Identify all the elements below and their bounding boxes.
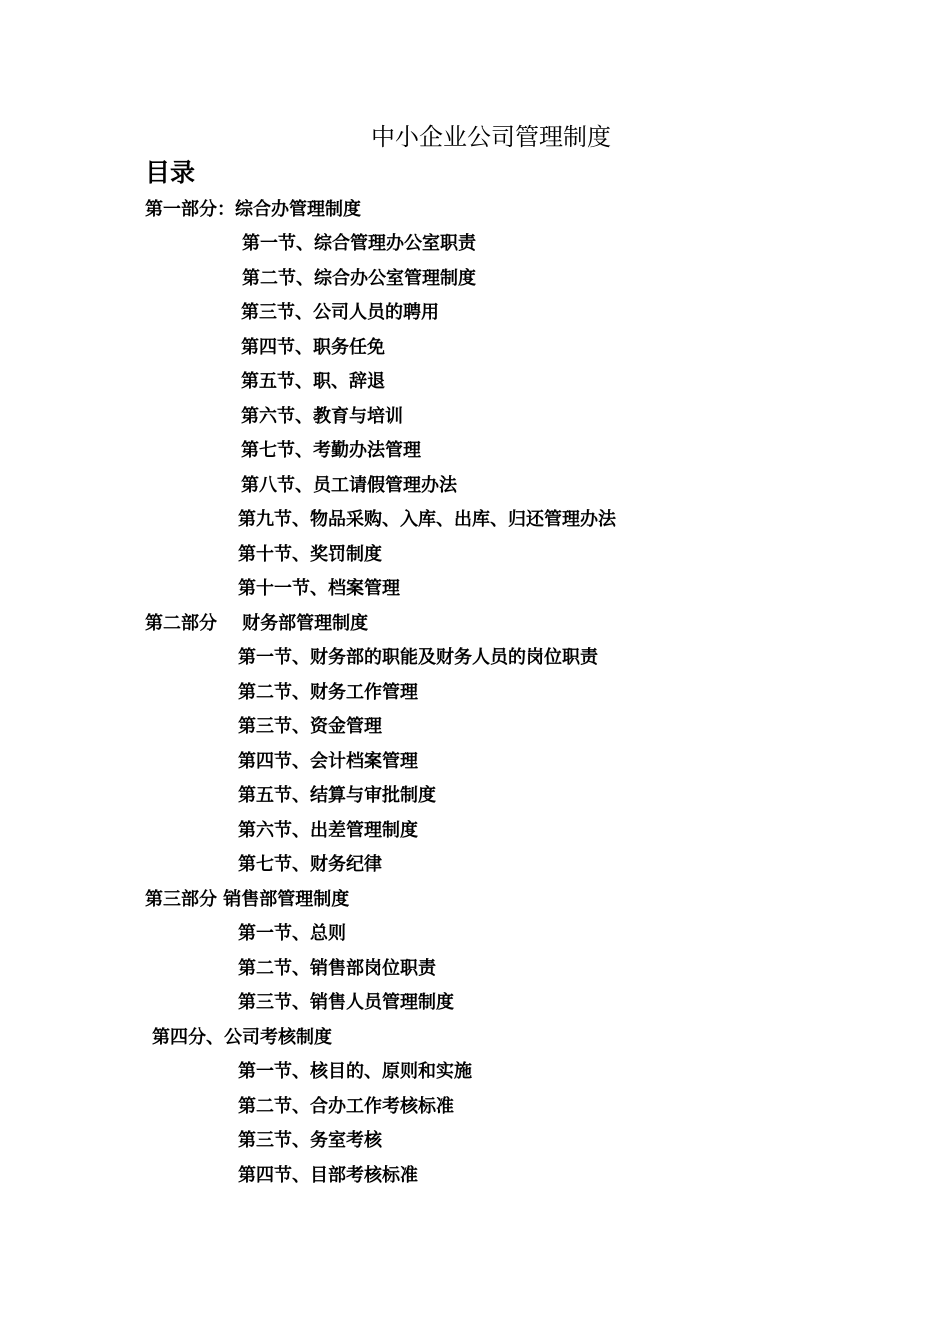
toc-part-1-section-7[interactable]: 第七节、考勤办法管理	[241, 440, 421, 461]
toc-part-3-section-1[interactable]: 第一节、总则	[238, 923, 346, 944]
toc-part-1-section-2[interactable]: 第二节、综合办公室管理制度	[242, 268, 476, 289]
toc-part-2-section-1[interactable]: 第一节、财务部的职能及财务人员的岗位职责	[238, 647, 598, 668]
toc-part-1-section-10[interactable]: 第十节、奖罚制度	[238, 544, 382, 565]
toc-part-3-section-3[interactable]: 第三节、销售人员管理制度	[238, 992, 454, 1013]
toc-part-3[interactable]: 第三部分 销售部管理制度	[145, 889, 350, 910]
toc-part-3-section-2[interactable]: 第二节、销售部岗位职责	[238, 958, 436, 979]
toc-part-2[interactable]: 第二部分 财务部管理制度	[145, 613, 369, 634]
toc-part-2-section-6[interactable]: 第六节、出差管理制度	[238, 820, 418, 841]
document-title: 中小企业公司管理制度	[371, 123, 611, 151]
toc-part-1-section-6[interactable]: 第六节、教育与培训	[241, 406, 403, 427]
toc-part-2-section-5[interactable]: 第五节、结算与审批制度	[238, 785, 436, 806]
toc-part-1-section-1[interactable]: 第一节、综合管理办公室职责	[242, 233, 476, 254]
toc-part-4-section-3[interactable]: 第三节、务室考核	[238, 1130, 382, 1151]
toc-part-1-section-9[interactable]: 第九节、物品采购、入库、出库、归还管理办法	[238, 509, 616, 530]
toc-heading: 目录	[145, 158, 196, 187]
toc-part-1-section-5[interactable]: 第五节、职、辞退	[241, 371, 385, 392]
toc-part-4-section-1[interactable]: 第一节、核目的、原则和实施	[238, 1061, 472, 1082]
toc-part-4[interactable]: 第四分、公司考核制度	[152, 1027, 332, 1048]
toc-part-1-section-11[interactable]: 第十一节、档案管理	[238, 578, 400, 599]
toc-part-1-section-3[interactable]: 第三节、公司人员的聘用	[241, 302, 439, 323]
toc-part-1-section-8[interactable]: 第八节、员工请假管理办法	[241, 475, 457, 496]
toc-part-1[interactable]: 第一部分：综合办管理制度	[145, 199, 361, 220]
toc-part-1-section-4[interactable]: 第四节、职务任免	[241, 337, 385, 358]
toc-part-2-section-7[interactable]: 第七节、财务纪律	[238, 854, 382, 875]
toc-part-2-section-3[interactable]: 第三节、资金管理	[238, 716, 382, 737]
toc-part-4-section-4[interactable]: 第四节、目部考核标准	[238, 1165, 418, 1186]
toc-part-4-section-2[interactable]: 第二节、合办工作考核标准	[238, 1096, 454, 1117]
toc-part-2-section-2[interactable]: 第二节、财务工作管理	[238, 682, 418, 703]
toc-part-2-section-4[interactable]: 第四节、会计档案管理	[238, 751, 418, 772]
